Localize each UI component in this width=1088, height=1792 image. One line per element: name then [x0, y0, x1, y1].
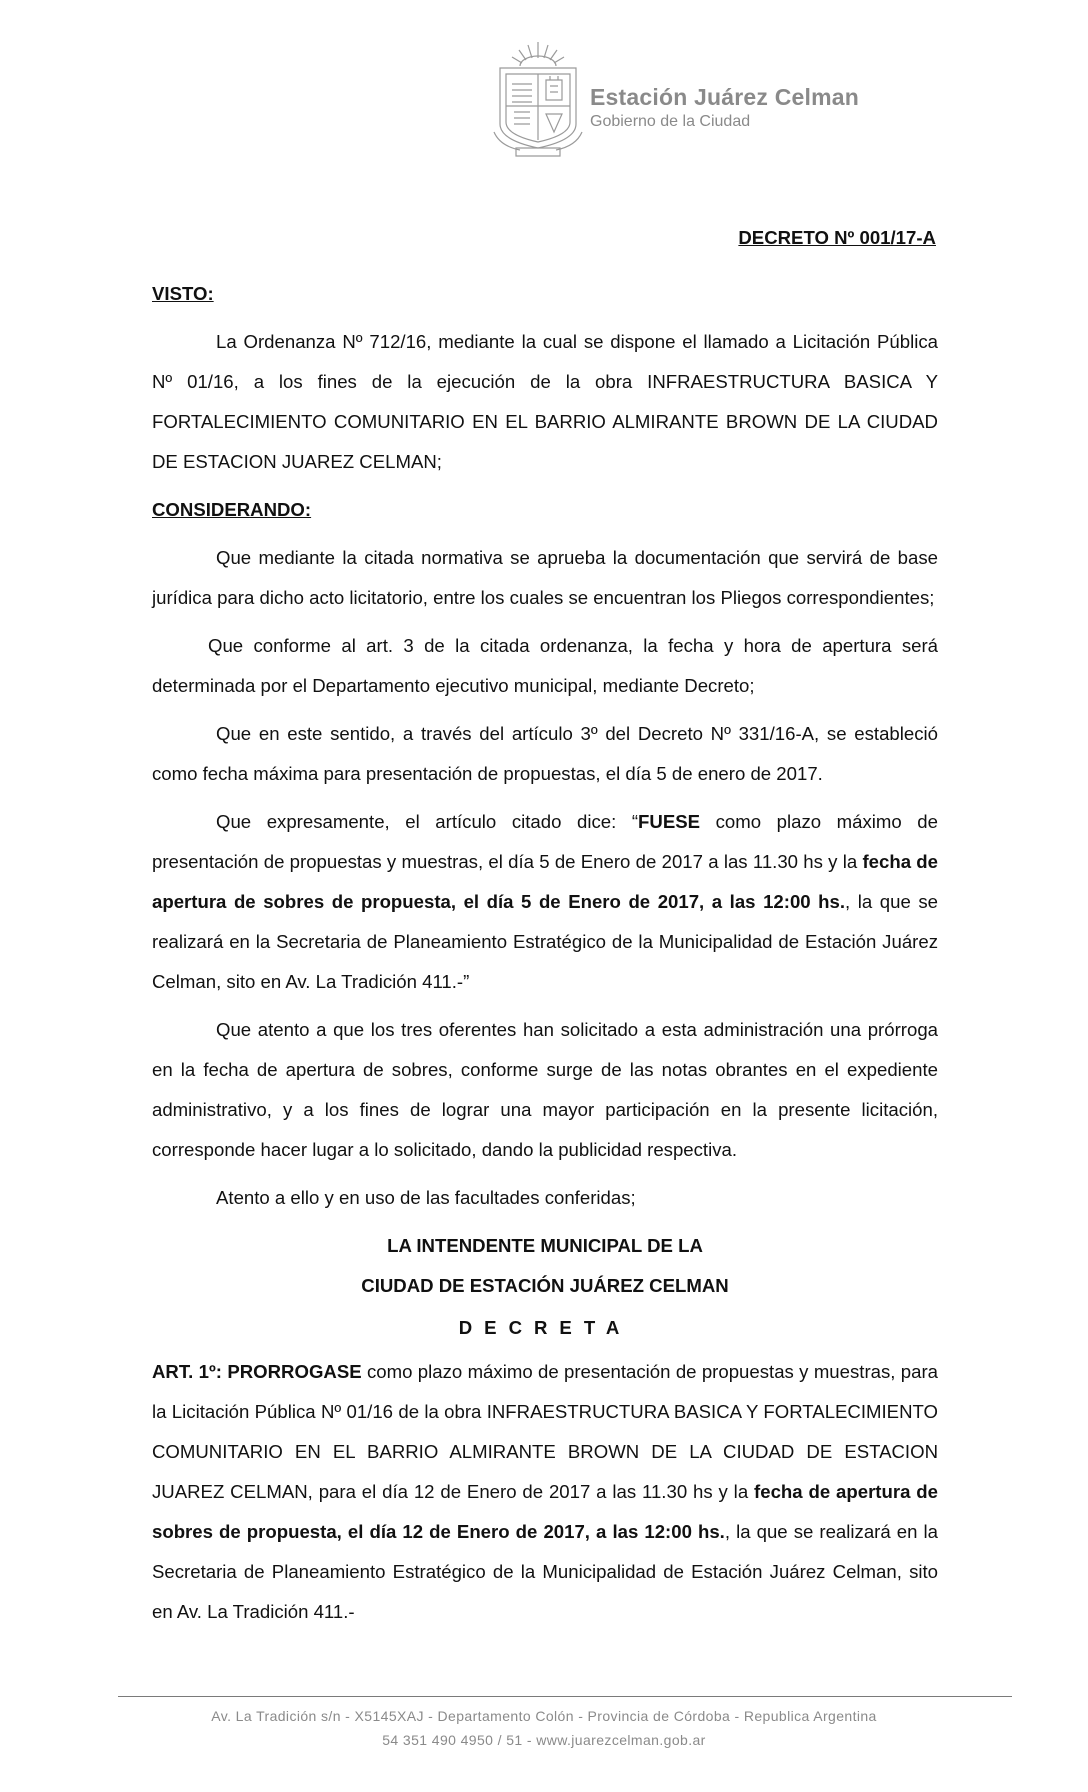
municipal-crest-icon [490, 36, 586, 158]
considerando-paragraph-5: Que atento a que los tres oferentes han solicitado a esta administración una prórroga en la fecha de apertura de sobres, conforme surge de las notas obrantes en el expediente administrativo, y a los fines de lograr una mayor participación en la presente licitación, corresponde hacer lugar a lo solicitado, dando la publicidad respectiva. [152, 1019, 938, 1160]
article-1-verb: PRORROGASE [227, 1361, 362, 1382]
article-1-text: como plazo máximo de presentación de propuestas y muestras, para la Licitación Pública Nº 01/16 de la obra INFRAESTRUCTURA BASICA Y FORTALECIMIENTO COMUNITARIO EN EL BARRIO ALMIRANTE BROWN DE LA CIUDAD DE ESTACION JUAREZ CELMAN, para el día 12 de Enero de 2017 a las 11.30 hs y la [152, 1361, 938, 1502]
visto-paragraph: La Ordenanza Nº 712/16, mediante la cual se dispone el llamado a Licitación Pública Nº 01/16, a los fines de la ejecución de la obra INFRAESTRUCTURA BASICA Y FORTALECIMIENTO COMUNITARIO EN EL BARRIO ALMIRANTE BROWN DE LA CIUDAD DE ESTACION JUAREZ CELMAN; [152, 331, 938, 472]
decreta-heading: DECRETA [458, 1317, 632, 1338]
authority-line-1: LA INTENDENTE MUNICIPAL DE LA [387, 1235, 703, 1256]
footer-divider [118, 1696, 1012, 1697]
quote-verb: FUESE [638, 811, 701, 832]
organization-name: Estación Juárez Celman [590, 84, 860, 110]
article-1-label: ART. 1º: [152, 1361, 222, 1382]
quote-body: como plazo máximo de presentación de propuestas y muestras, el día 5 de Enero de 2017 a las 11.30 hs y la [152, 811, 938, 872]
decree-body [152, 218, 938, 1632]
article-1-opening-date: fecha de apertura de sobres de propuesta, el día 12 de Enero de 2017, a las 12:00 hs. [152, 1481, 938, 1542]
considerando-paragraph-1: Que mediante la citada normativa se aprueba la documentación que servirá de base jurídica para dicho acto licitatorio, entre los cuales se encuentran los Pliegos correspondientes; [152, 547, 938, 608]
footer-address: Av. La Tradición s/n - X5145XAJ - Departamento Colón - Provincia de Córdoba - Republica Argentina [211, 1708, 877, 1724]
organization-subtitle: Gobierno de la Ciudad [590, 113, 751, 130]
considerando-paragraph-3: Que en este sentido, a través del artículo 3º del Decreto Nº 331/16-A, se estableció como fecha máxima para presentación de propuestas, el día 5 de enero de 2017. [152, 723, 938, 784]
letterhead [490, 36, 910, 166]
quote-opening-date: fecha de apertura de sobres de propuesta, el día 5 de Enero de 2017, a las 12:00 hs. [152, 851, 939, 912]
visto-heading: VISTO: [152, 283, 214, 304]
quote-intro: Que expresamente, el artículo citado dice: “ [216, 811, 639, 832]
article-1 [152, 1352, 938, 1632]
footer-contact: 54 351 490 4950 / 51 - www.juarezcelman.gob.ar [382, 1732, 706, 1748]
authority-line-2: CIUDAD DE ESTACIÓN JUÁREZ CELMAN [361, 1275, 729, 1296]
considerando-paragraph-2: Que conforme al art. 3 de la citada ordenanza, la fecha y hora de apertura será determinada por el Departamento ejecutivo municipal, mediante Decreto; [152, 635, 938, 696]
decree-number: DECRETO Nº 001/17-A [738, 227, 936, 248]
considerando-paragraph-6: Atento a ello y en uso de las facultades conferidas; [216, 1187, 636, 1208]
quote-location: , la que se realizará en la Secretaria de Planeamiento Estratégico de la Municipalidad de Estación Juárez Celman, sito en Av. La Tradición 411.-” [152, 891, 938, 992]
considerando-heading: CONSIDERANDO: [152, 499, 312, 520]
article-1-location: , la que se realizará en la Secretaria de Planeamiento Estratégico de la Municipalidad de Estación Juárez Celman, sito en Av. La Tradición 411.- [152, 1521, 938, 1622]
considerando-paragraph-4 [152, 802, 938, 1002]
